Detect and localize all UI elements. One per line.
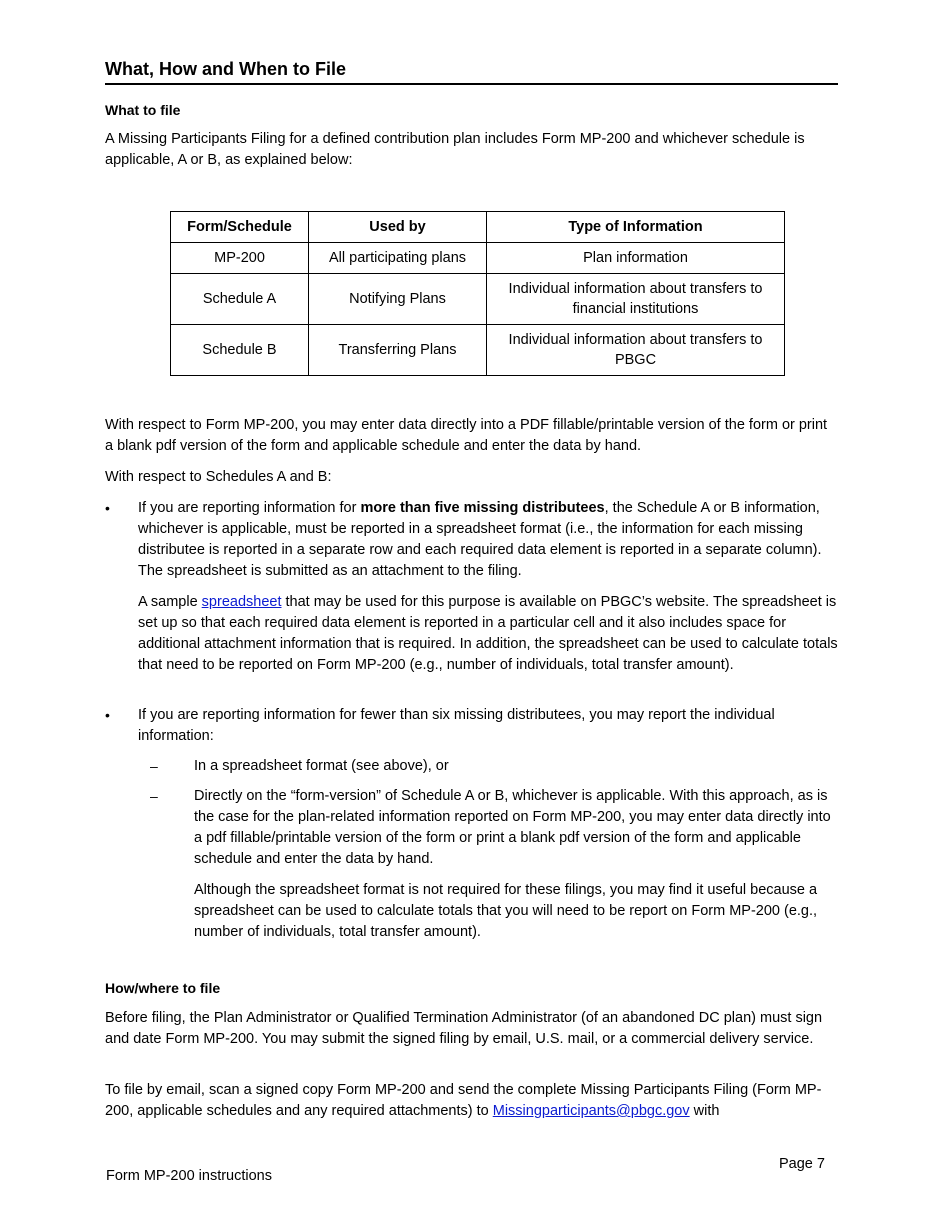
- table-cell: Schedule B: [171, 325, 309, 376]
- sample-prefix: A sample: [138, 594, 202, 610]
- bullet-marker: •: [105, 500, 110, 516]
- table-header: Type of Information: [487, 212, 785, 243]
- bullet-marker: •: [105, 707, 110, 723]
- bullet1-sample-text: [138, 592, 838, 676]
- how-to-file-para2: [105, 1080, 838, 1122]
- dash-item-2-text: Directly on the “form-version” of Schedule A or B, whichever is applicable. With this approach, as is the case for the plan-related information reported on Form MP-200, you may enter data directly into a pdf fillable/printable version of the form or print a blank pdf version of the form and applicable schedule and enter the data by hand.: [194, 788, 831, 867]
- dash-item-2-note: Although the spreadsheet format is not required for these filings, you may find it useful because a spreadsheet can be used to calculate totals that you will need to be report on Form MP-200 (e.g., number of individuals, total transfer amount).: [194, 882, 818, 940]
- dash-marker: –: [150, 788, 158, 804]
- bullet1-text: [138, 498, 838, 582]
- table-cell: Notifying Plans: [309, 274, 487, 325]
- para2-suffix: with: [689, 1103, 720, 1119]
- table-cell: All participating plans: [309, 243, 487, 274]
- footer-title: Form MP-200 instructions: [106, 1168, 272, 1184]
- para2-prefix: To file by email, scan a signed copy Form MP-200 and send the complete Missing Participants Filing (Form MP-200, applicable schedules and any required attachments) to: [105, 1082, 822, 1119]
- table-row: [171, 274, 785, 325]
- table-cell: Transferring Plans: [309, 325, 487, 376]
- section-title: What, How and When to File: [105, 58, 838, 85]
- table-cell: MP-200: [171, 243, 309, 274]
- mp200-paragraph: With respect to Form MP-200, you may enter data directly into a PDF fillable/printable version of the form or print a blank pdf version of the form and applicable schedule and enter the data by hand.: [105, 417, 828, 454]
- table-cell: Plan information: [487, 243, 785, 274]
- bullet1-suffix: , the Schedule A or B information, whichever is applicable, must be reported in a spreadsheet format (i.e., the information for each missing distributee is reported in a separate row and each required data element is reported in a separate column). The spreadsheet is submitted as an attachment to the filing.: [138, 500, 822, 579]
- table-row: [171, 325, 785, 376]
- table-cell: Individual information about transfers to PBGC: [487, 325, 785, 376]
- forms-table: [170, 211, 785, 376]
- dash-item-1-text: In a spreadsheet format (see above), or: [194, 758, 449, 774]
- how-to-file-para1: Before filing, the Plan Administrator or Qualified Termination Administrator (of an abandoned DC plan) must sign and date Form MP-200. You may submit the signed filing by email, U.S. mail, or a commercial delivery service.: [105, 1010, 823, 1047]
- table-row: [171, 243, 785, 274]
- how-to-file-heading-text: How/where to file: [105, 980, 221, 996]
- what-to-file-intro: A Missing Participants Filing for a defined contribution plan includes Form MP-200 and whichever schedule is applicable, A or B, as explained below:: [105, 131, 805, 168]
- schedules-paragraph: With respect to Schedules A and B:: [105, 469, 332, 485]
- bullet2-text: If you are reporting information for fewer than six missing distributees, you may report the individual information:: [138, 707, 775, 744]
- sample-suffix: that may be used for this purpose is available on PBGC’s website. The spreadsheet is set up so that each required data element is reported in a particular cell and it also includes space for additional attachment information that is required. In addition, the spreadsheet can be used to calculate totals that need to be reported on Form MP-200 (e.g., number of individuals, total transfer amount).: [138, 594, 838, 673]
- table-header-row: [171, 212, 785, 243]
- table-cell: Schedule A: [171, 274, 309, 325]
- table-cell: Individual information about transfers to financial institutions: [487, 274, 785, 325]
- how-to-file-heading: [105, 978, 838, 998]
- email-link[interactable]: Missingparticipants@pbgc.gov: [492, 1103, 690, 1119]
- what-to-file-heading-text: What to file: [105, 102, 181, 118]
- what-to-file-heading: [105, 100, 838, 120]
- spreadsheet-link[interactable]: spreadsheet: [201, 594, 282, 610]
- document-page: [105, 58, 838, 1119]
- dash-marker: –: [150, 758, 158, 774]
- table-header: Form/Schedule: [171, 212, 309, 243]
- table-header: Used by: [309, 212, 487, 243]
- bullet1-prefix: If you are reporting information for: [138, 500, 361, 516]
- bullet1-bold: more than five missing distributees: [360, 500, 605, 516]
- page-number: Page 7: [779, 1156, 825, 1172]
